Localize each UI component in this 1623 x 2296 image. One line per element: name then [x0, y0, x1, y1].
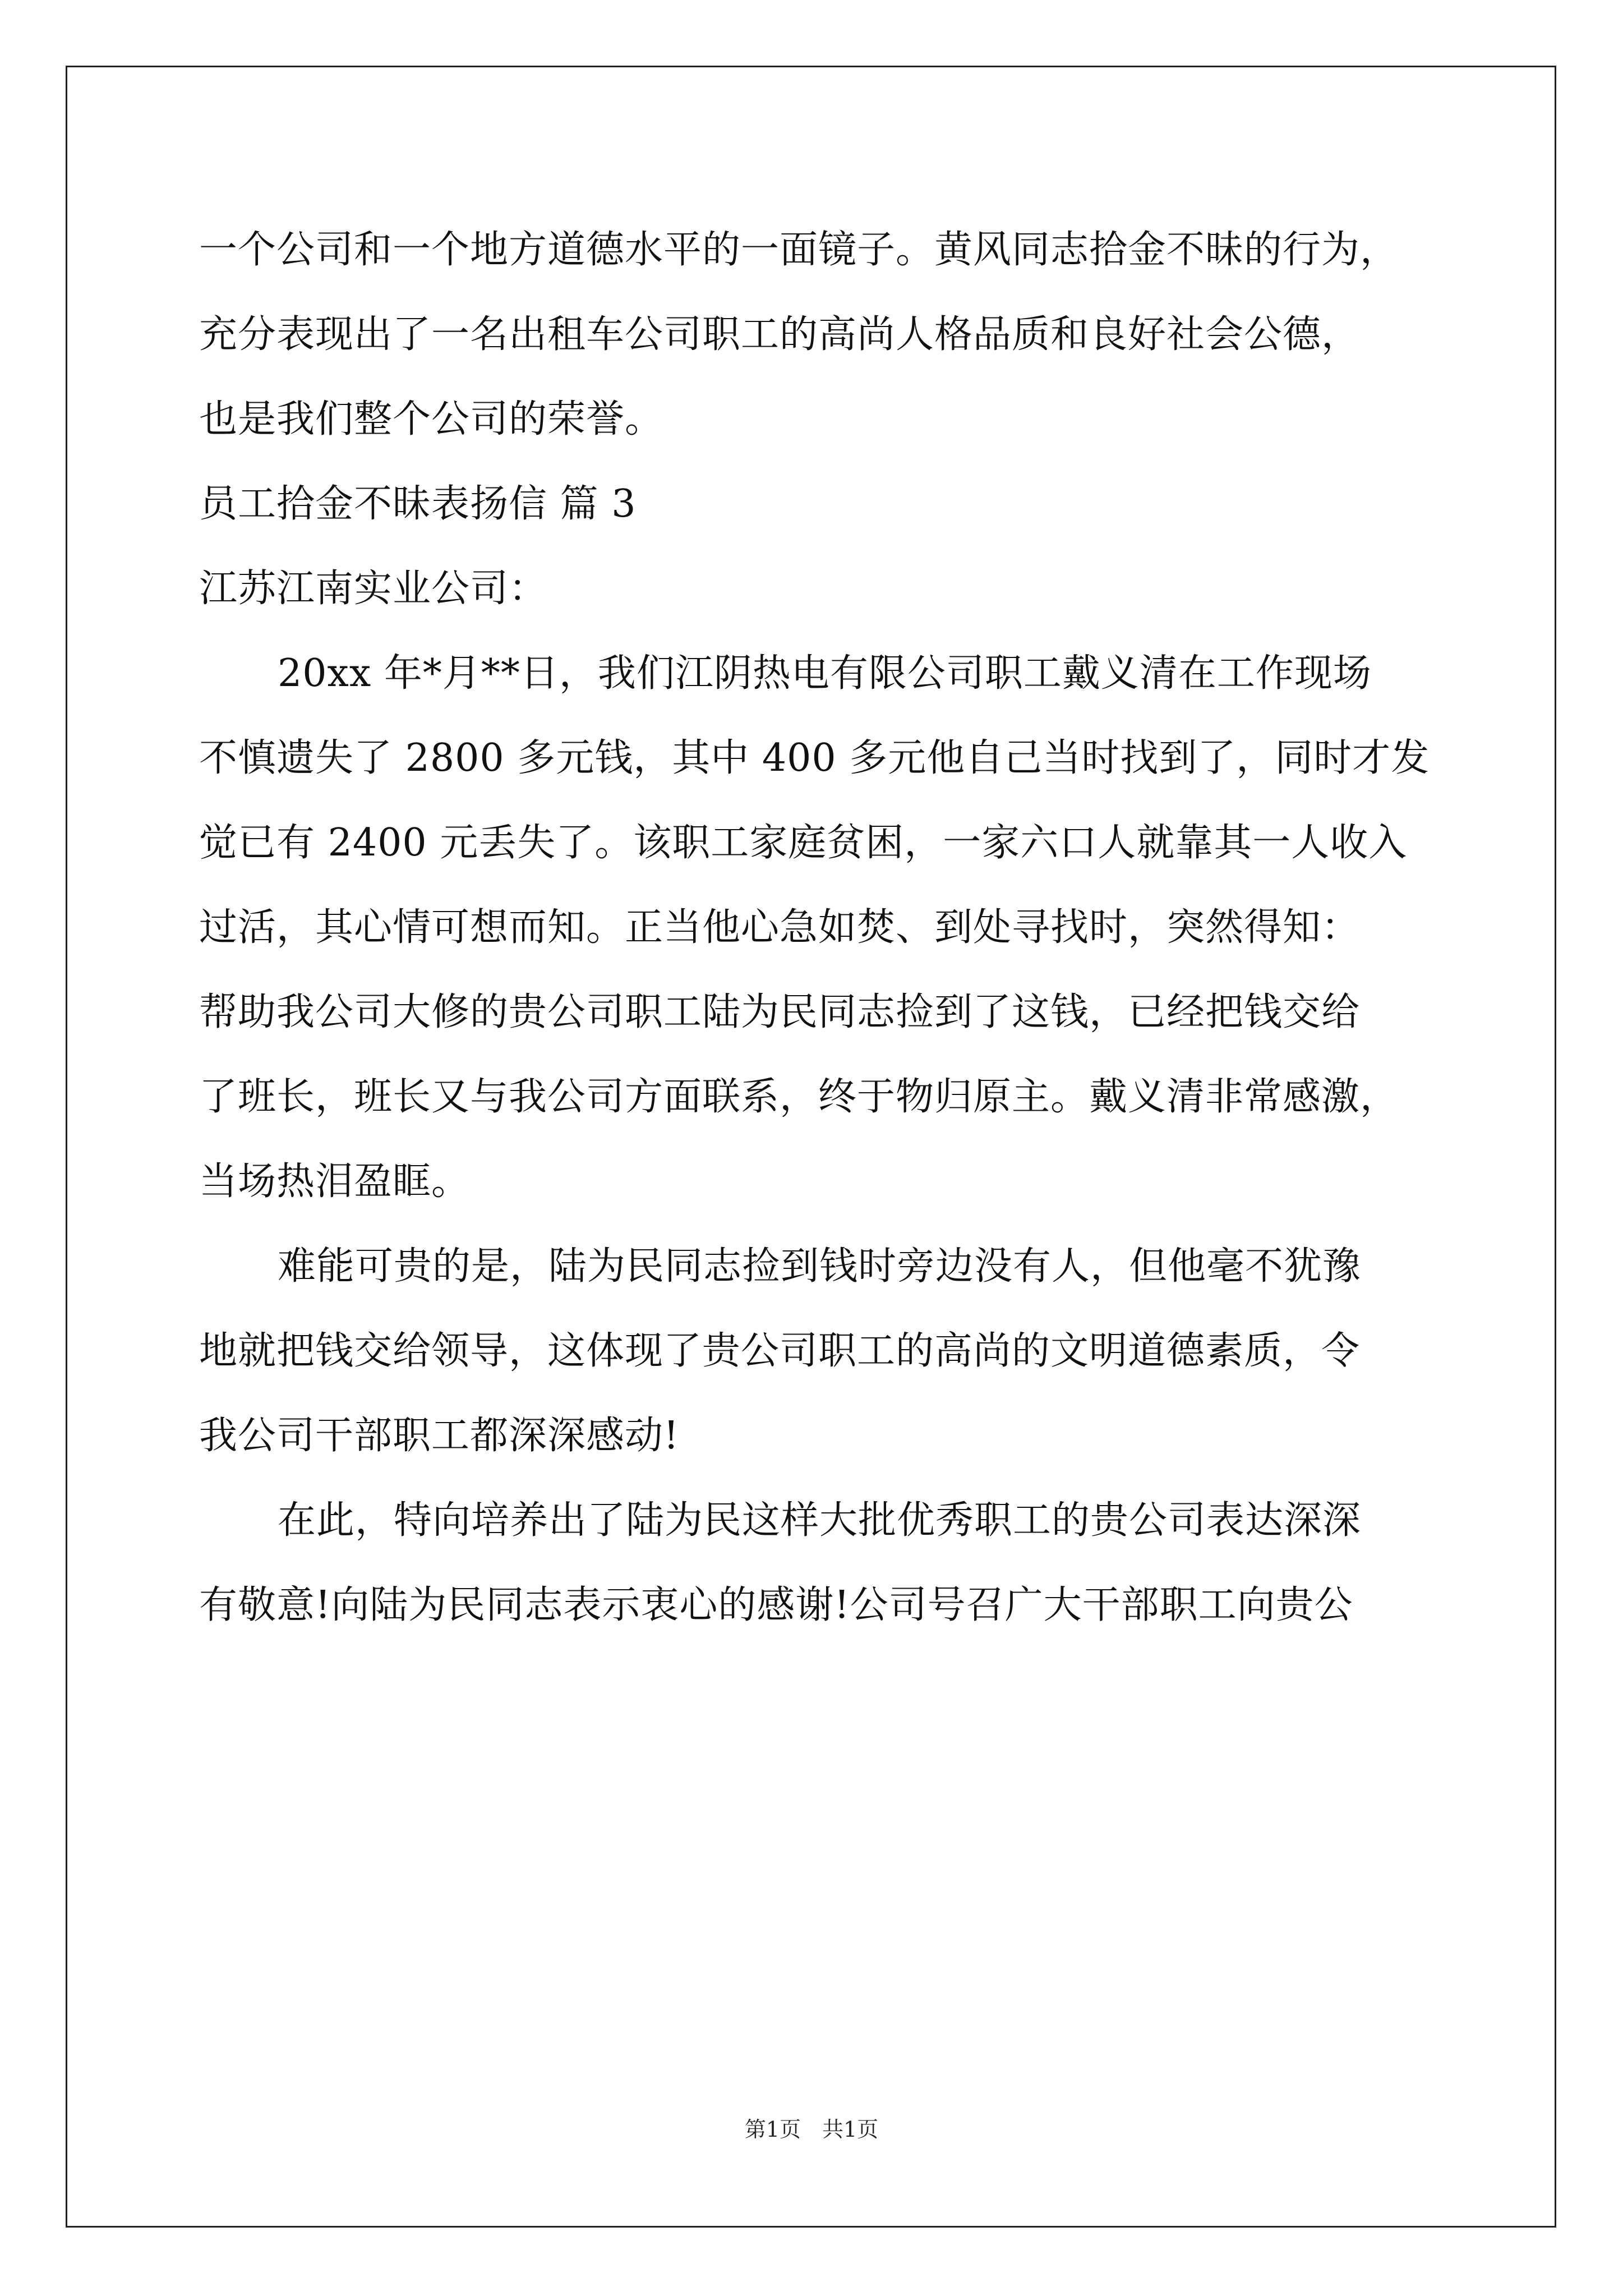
body-line: 20xx 年*月**日，我们江阴热电有限公司职工戴义清在工作现场 [278, 651, 1372, 696]
body-line: 有敬意!向陆为民同志表示衷心的感谢!公司号召广大干部职工向贵公 [199, 1583, 1353, 1627]
body-line: 也是我们整个公司的荣誉。 [199, 397, 664, 441]
body-line: 帮助我公司大修的贵公司职工陆为民同志捡到了这钱，已经把钱交给 [199, 990, 1361, 1034]
body-line: 了班长，班长又与我公司方面联系，终于物归原主。戴义清非常感激， [199, 1075, 1399, 1119]
body-line: 觉已有 2400 元丢失了。该职工家庭贫困，一家六口人就靠其一人收入 [199, 821, 1408, 865]
body-line: 过活，其心情可想而知。正当他心急如焚、到处寻找时，突然得知： [199, 905, 1361, 950]
salutation: 江苏江南实业公司： [199, 567, 548, 611]
body-line: 难能可贵的是，陆为民同志捡到钱时旁边没有人，但他毫不犹豫 [278, 1244, 1362, 1289]
page-number-footer: 第1页 共1页 [744, 2117, 879, 2142]
body-line: 充分表现出了一名出租车公司职工的高尚人格品质和良好社会公德， [199, 312, 1361, 357]
body-line: 我公司干部职工都深深感动! [199, 1414, 680, 1458]
body-line: 不慎遗失了 2800 多元钱，其中 400 多元他自己当时找到了，同时才发 [199, 736, 1430, 780]
body-line: 一个公司和一个地方道德水平的一面镜子。黄风同志拾金不昧的行为， [199, 228, 1399, 272]
body-line: 当场热泪盈眶。 [199, 1159, 471, 1204]
body-line: 在此，特向培养出了陆为民这样大批优秀职工的贵公司表达深深 [278, 1498, 1362, 1543]
body-line: 地就把钱交给领导，这体现了贵公司职工的高尚的文明道德素质，令 [199, 1329, 1361, 1373]
document-body [199, 208, 1433, 1648]
section-heading: 员工拾金不昧表扬信 篇 3 [199, 482, 637, 526]
